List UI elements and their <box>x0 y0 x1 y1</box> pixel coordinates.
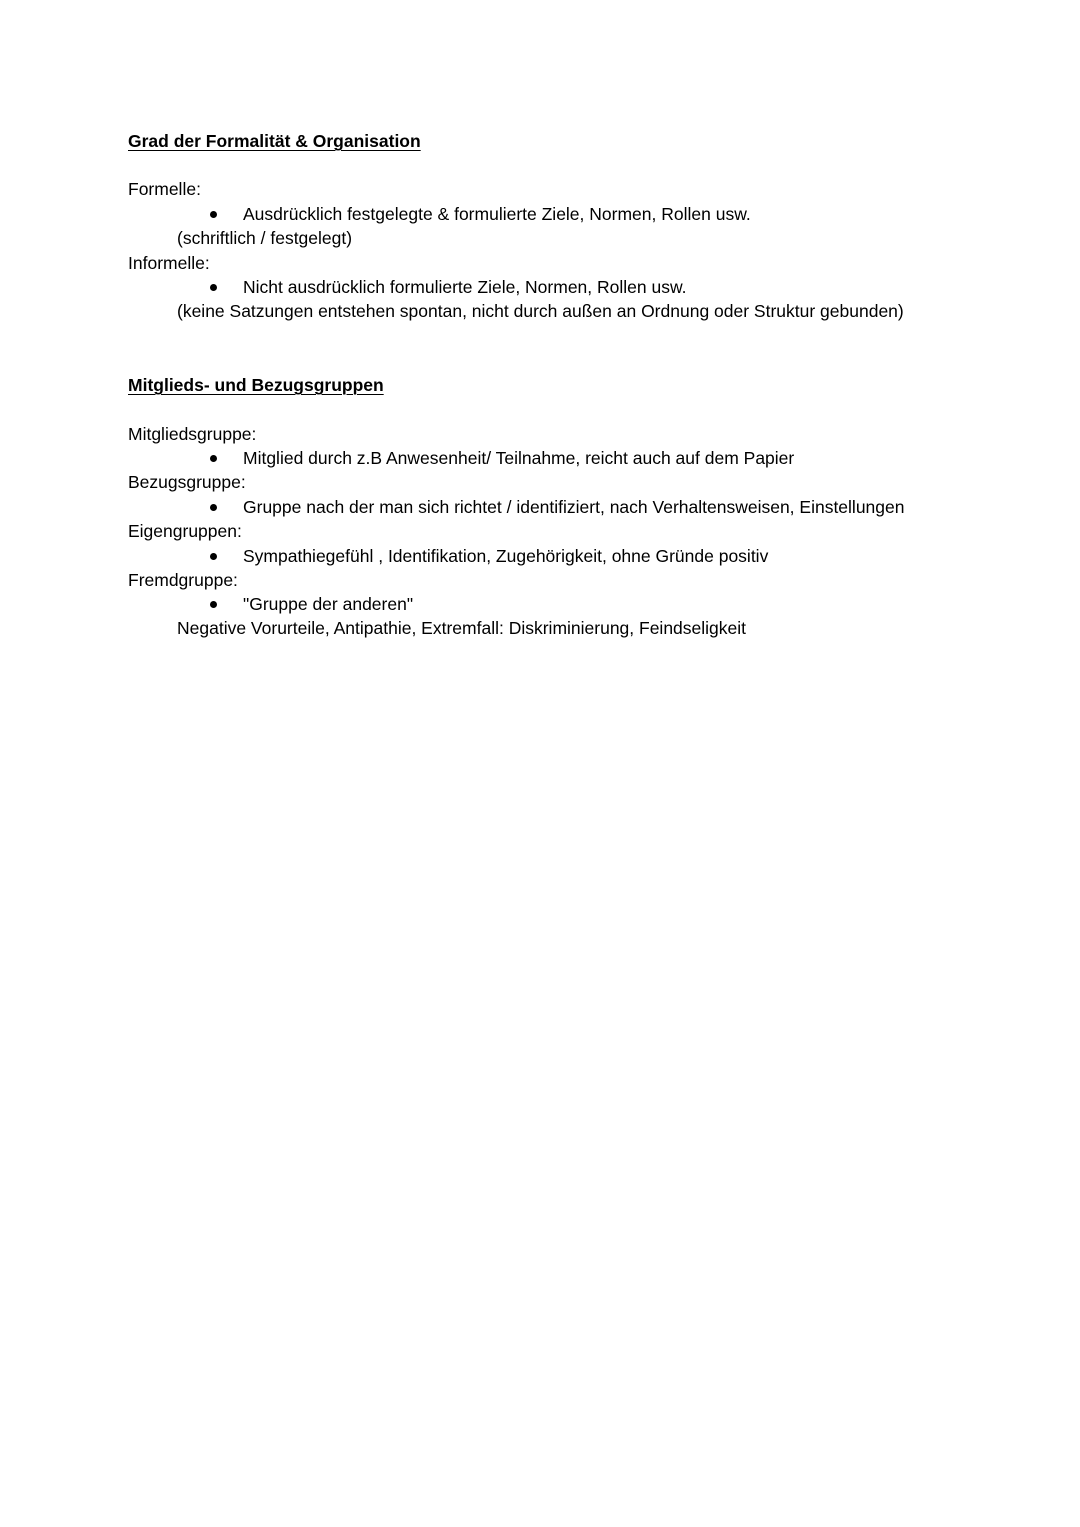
label-mitgliedsgruppe: Mitgliedsgruppe: <box>128 424 257 444</box>
label-eigengruppen: Eigengruppen: <box>128 521 242 541</box>
bullet-icon <box>210 504 217 511</box>
label-fremdgruppe: Fremdgruppe: <box>128 570 238 590</box>
note-informelle: (keine Satzungen entstehen spontan, nicht durch außen an Ordnung oder Struktur gebunden) <box>177 301 904 321</box>
bullet-icon <box>210 455 217 462</box>
bullet-icon <box>210 211 217 218</box>
bullet-text-fremdgruppe: "Gruppe der anderen" <box>243 594 414 614</box>
section-heading-gruppen: Mitglieds- und Bezugsgruppen <box>128 375 384 395</box>
bullet-text-bezugsgruppe: Gruppe nach der man sich richtet / identifiziert, nach Verhaltensweisen, Einstellungen <box>243 497 905 517</box>
section-heading-formalitaet: Grad der Formalität & Organisation <box>128 131 421 151</box>
bullet-text-formelle: Ausdrücklich festgelegte & formulierte Ziele, Normen, Rollen usw. <box>243 204 751 224</box>
bullet-icon <box>210 601 217 608</box>
bullet-text-eigengruppen: Sympathiegefühl , Identifikation, Zugehörigkeit, ohne Gründe positiv <box>243 546 769 566</box>
bullet-icon <box>210 284 217 291</box>
note-fremdgruppe: Negative Vorurteile, Antipathie, Extremfall: Diskriminierung, Feindseligkeit <box>177 618 747 638</box>
label-informelle: Informelle: <box>128 253 210 273</box>
label-formelle: Formelle: <box>128 179 201 199</box>
label-bezugsgruppe: Bezugsgruppe: <box>128 472 246 492</box>
note-formelle: (schriftlich / festgelegt) <box>177 228 353 248</box>
bullet-text-mitgliedsgruppe: Mitglied durch z.B Anwesenheit/ Teilnahme, reicht auch auf dem Papier <box>243 448 795 468</box>
bullet-text-informelle: Nicht ausdrücklich formulierte Ziele, Normen, Rollen usw. <box>243 277 687 297</box>
bullet-icon <box>210 553 217 560</box>
